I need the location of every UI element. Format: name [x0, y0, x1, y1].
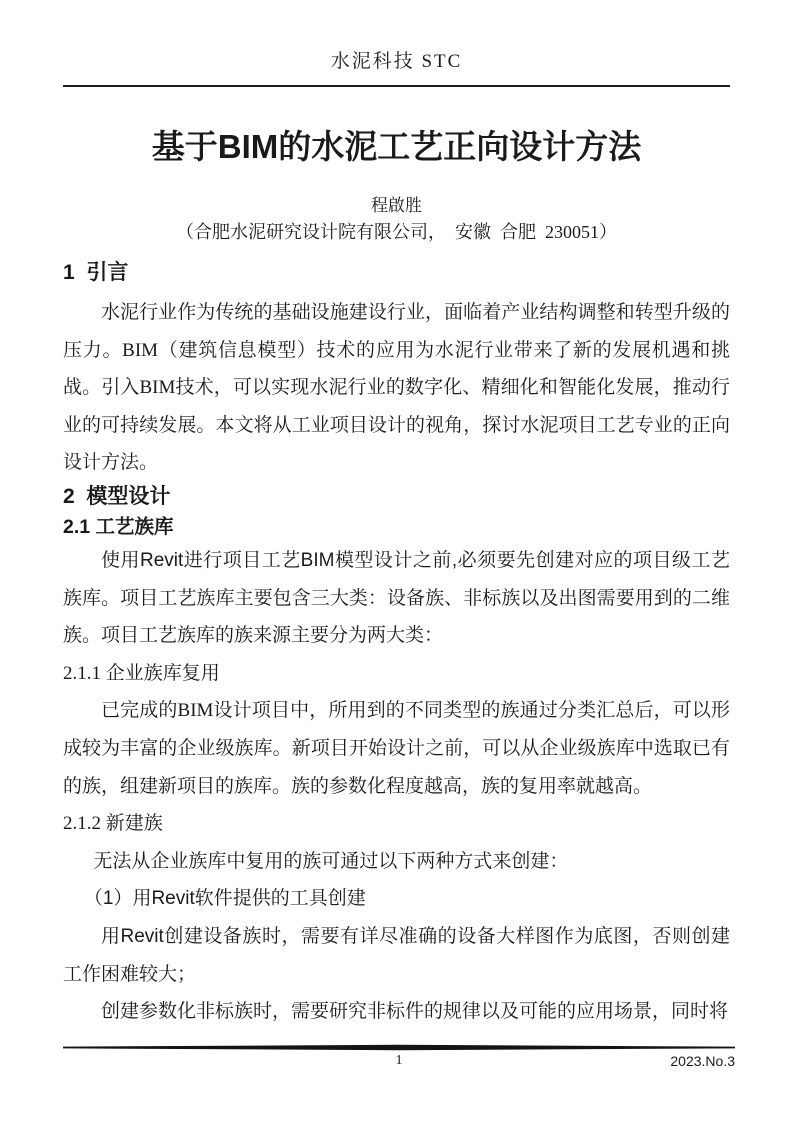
article-affiliation: （合肥水泥研究设计院有限公司， 安徽 合肥 230051）: [176, 222, 617, 242]
section-2-1-2-paragraph-1: 无法从企业族库中复用的族可通过以下两种方式来创建：: [93, 850, 569, 872]
journal-header-title: 水泥科技 STC: [330, 51, 463, 72]
section-2-1-2-paragraph-2: （1）用Revit软件提供的工具创建: [83, 888, 366, 910]
section-2-1-2-heading: 2.1.2 新建族: [63, 813, 163, 835]
section-2-1-2-paragraph-3: 用Revit创建设备族时，需要有详尽准确的设备大样图作为底图，否则创建工作困难较大；: [63, 925, 730, 985]
section-2-1-2-paragraph-4: 创建参数化非标族时，需要研究非标件的规律以及可能的应用场景，同时将: [101, 1001, 729, 1023]
article-title: 基于BIM的水泥工艺正向设计方法: [151, 128, 642, 165]
section-2-heading: 2 模型设计: [63, 484, 171, 508]
header-rule: [63, 85, 730, 87]
issue-label: 2023.No.3: [670, 1053, 735, 1069]
section-1-heading: 1 引言: [63, 261, 129, 284]
section-2-1-1-paragraph: 已完成的BIM设计项目中，所用到的不同类型的族通过分类汇总后，可以形成较为丰富的企业级族库。新项目开始设计之前，可以从企业级族库中选取已有的族，组建新项目的族库。族的参数化程度越高，族的复用率就越高。: [63, 700, 730, 797]
footer-rule: [63, 1044, 735, 1051]
page-footer: [63, 1044, 735, 1070]
footer-row: [63, 1052, 735, 1070]
section-2-1-paragraph: 使用Revit进行项目工艺BIM模型设计之前,必须要先创建对应的项目级工艺族库。项目工艺族库主要包含三大类：设备族、非标族以及出图需要用到的二维族。项目工艺族库的族来源主要分为两大类：: [63, 549, 730, 647]
section-1-paragraph: 水泥行业作为传统的基础设施建设行业，面临着产业结构调整和转型升级的压力。BIM（建筑信息模型）技术的应用为水泥行业带来了新的发展机遇和挑战。引入BIM技术，可以实现水泥行业的数字化、精细化和智能化发展，推动行业的可持续发展。本文将从工业项目设计的视角，探讨水泥项目工艺专业的正向设计方法。: [63, 302, 730, 474]
section-2-1-heading: 2.1 工艺族库: [63, 515, 174, 538]
section-2-1-1-heading: 2.1.1 企业族库复用: [63, 662, 220, 684]
page-number: 1: [395, 1053, 403, 1068]
article-author: 程啟胜: [371, 196, 422, 215]
